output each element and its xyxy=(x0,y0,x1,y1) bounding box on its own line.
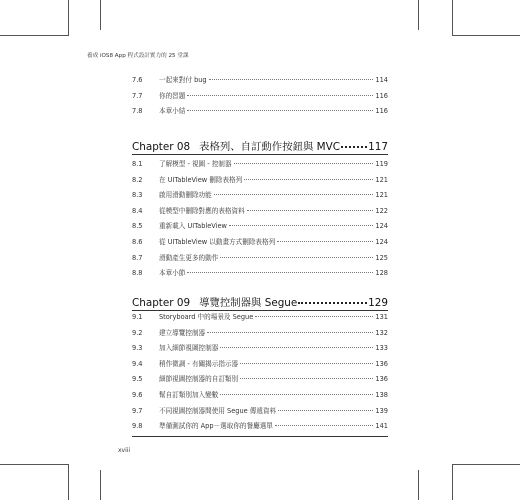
dot-leader xyxy=(275,425,374,426)
entry-page: 131 xyxy=(375,313,388,321)
entry-number: 9.2 xyxy=(132,328,143,337)
entry-number: 9.6 xyxy=(132,390,143,399)
entry-number: 7.8 xyxy=(132,107,143,116)
toc-entry xyxy=(132,326,388,342)
entry-number: 8.7 xyxy=(132,253,143,262)
entry-page: 121 xyxy=(375,175,388,184)
chapter-page: 129 xyxy=(368,297,388,309)
crop-mark xyxy=(418,470,419,500)
dot-leader xyxy=(220,257,373,258)
toc-entry xyxy=(132,251,388,267)
crop-mark xyxy=(100,0,101,30)
entry-page: 138 xyxy=(375,390,388,399)
entry-number: 8.3 xyxy=(132,191,143,200)
dot-leader xyxy=(240,363,373,364)
chapter-label: Chapter 09 xyxy=(132,297,191,309)
entry-title: 你的習題 xyxy=(159,91,186,100)
running-head: 養成 iOS8 App 程式設計實力的 25 堂課 xyxy=(87,53,189,59)
crop-mark xyxy=(452,464,520,465)
entry-page: 128 xyxy=(375,269,388,278)
entry-number: 8.1 xyxy=(132,160,143,168)
dot-leader xyxy=(278,410,373,411)
entry-title: 不同視圖控制器間使用 Segue 傳遞資料 xyxy=(159,406,277,415)
entry-number: 7.6 xyxy=(132,76,143,84)
toc-entry xyxy=(132,372,388,388)
toc-entry xyxy=(132,204,388,220)
entry-title: 準備測試你的 App－選取你的餐廳選單 xyxy=(159,422,273,431)
dot-leader xyxy=(209,79,374,80)
dot-leader xyxy=(229,225,373,226)
crop-mark xyxy=(68,0,69,36)
chapter-08-heading xyxy=(132,138,388,153)
entry-title: Storyboard 中的場景及 Segue xyxy=(159,313,254,321)
toc-chapter-08 xyxy=(132,157,388,282)
toc-entry xyxy=(132,341,388,357)
entry-page: 141 xyxy=(375,422,388,431)
crop-mark xyxy=(68,464,69,500)
entry-page: 124 xyxy=(375,237,388,246)
dot-leader xyxy=(255,316,373,317)
entry-title: 細節視圖控制器的自訂類別 xyxy=(159,375,239,384)
crop-mark xyxy=(452,35,520,36)
entry-page: 133 xyxy=(375,344,388,353)
entry-number: 9.1 xyxy=(132,313,143,321)
entry-number: 9.8 xyxy=(132,422,143,431)
toc-entry xyxy=(132,266,388,282)
dot-leader xyxy=(220,347,373,348)
toc-entry xyxy=(132,188,388,204)
entry-page: 132 xyxy=(375,328,388,337)
entry-number: 9.3 xyxy=(132,344,143,353)
entry-page: 116 xyxy=(375,107,388,116)
dot-leader xyxy=(298,302,367,304)
entry-number: 8.8 xyxy=(132,269,143,278)
toc-entry xyxy=(132,173,388,189)
entry-title: 重新載入 UITableView xyxy=(159,222,227,231)
entry-title: 在 UITableView 刪除表格列 xyxy=(159,175,243,184)
chapter-title: 表格列、自訂動作按鈕與 MVC xyxy=(199,141,341,153)
entry-page: 136 xyxy=(375,375,388,384)
entry-title: 了解模型 - 視圖 - 控制器 xyxy=(159,160,232,168)
entry-title: 從模型中刪除對應的表格資料 xyxy=(159,206,245,215)
crop-mark xyxy=(418,0,419,30)
entry-page: 114 xyxy=(375,76,388,84)
toc-entry xyxy=(132,89,388,105)
toc-entry xyxy=(132,235,388,251)
toc-entry xyxy=(132,73,388,89)
entry-title: 本章小結 xyxy=(159,107,186,116)
entry-page: 119 xyxy=(375,160,388,168)
bottom-rule xyxy=(132,436,388,437)
entry-number: 9.5 xyxy=(132,375,143,384)
toc-entry xyxy=(132,419,388,435)
entry-page: 139 xyxy=(375,406,388,415)
entry-page: 122 xyxy=(375,206,388,215)
entry-page: 116 xyxy=(375,91,388,100)
crop-mark xyxy=(0,35,68,36)
entry-title: 加入細節視圖控制器 xyxy=(159,344,219,353)
entry-title: 一起來對付 bug xyxy=(159,76,207,84)
toc-entry xyxy=(132,219,388,235)
entry-number: 8.5 xyxy=(132,222,143,231)
toc-entry xyxy=(132,104,388,120)
crop-mark xyxy=(0,464,68,465)
entry-title: 從 UITableView 以動畫方式刪除表格列 xyxy=(159,237,276,246)
dot-leader xyxy=(207,332,373,333)
crop-mark xyxy=(452,464,453,500)
entry-title: 滑動產生更多的動作 xyxy=(159,253,219,262)
toc-entry xyxy=(132,404,388,420)
dot-leader xyxy=(187,272,373,273)
toc-section-7 xyxy=(132,73,388,120)
entry-page: 136 xyxy=(375,359,388,368)
dot-leader xyxy=(247,210,374,211)
dot-leader xyxy=(244,179,373,180)
chapter-rule xyxy=(132,154,388,155)
toc-entry xyxy=(132,388,388,404)
dot-leader xyxy=(277,241,373,242)
chapter-09-heading xyxy=(132,294,388,309)
entry-page: 124 xyxy=(375,222,388,231)
dot-leader xyxy=(341,146,367,148)
entry-number: 7.7 xyxy=(132,91,143,100)
entry-page: 121 xyxy=(375,191,388,200)
entry-title: 啟用滑動刪除功能 xyxy=(159,191,212,200)
crop-mark xyxy=(452,0,453,36)
dot-leader xyxy=(214,194,374,195)
dot-leader xyxy=(240,378,373,379)
toc-entry xyxy=(132,310,388,326)
entry-number: 8.2 xyxy=(132,175,143,184)
entry-number: 9.7 xyxy=(132,406,143,415)
chapter-page: 117 xyxy=(368,141,388,153)
toc-entry xyxy=(132,357,388,373)
toc-chapter-09 xyxy=(132,310,388,435)
dot-leader xyxy=(187,95,373,96)
entry-page: 125 xyxy=(375,253,388,262)
toc-entry xyxy=(132,157,388,173)
entry-number: 8.6 xyxy=(132,237,143,246)
entry-title: 本章小節 xyxy=(159,269,186,278)
chapter-label: Chapter 08 xyxy=(132,141,191,153)
dot-leader xyxy=(234,163,374,164)
chapter-title: 導覽控制器與 Segue xyxy=(199,297,298,309)
page-folio: xviii xyxy=(118,447,131,454)
entry-title: 幫自訂類別加入變數 xyxy=(159,390,219,399)
dot-leader xyxy=(187,110,373,111)
entry-number: 8.4 xyxy=(132,206,143,215)
crop-mark xyxy=(100,470,101,500)
dot-leader xyxy=(220,394,373,395)
entry-title: 稍作微調 - 有關揭示指示器 xyxy=(159,359,239,368)
entry-number: 9.4 xyxy=(132,359,143,368)
entry-title: 建立導覽控制器 xyxy=(159,328,206,337)
